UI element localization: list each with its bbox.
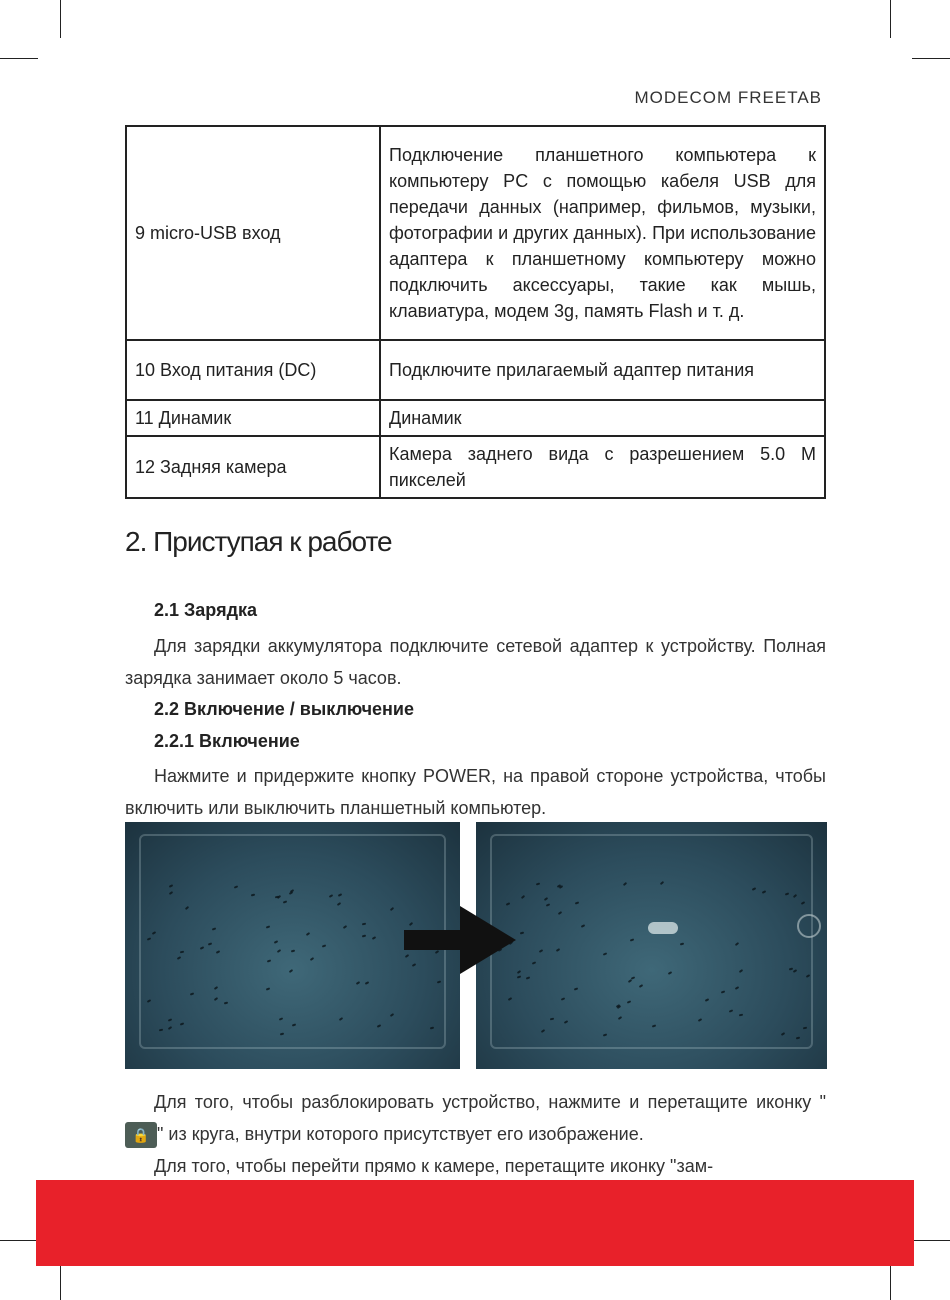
row-label: 12 Задняя камера bbox=[126, 436, 380, 498]
charging-text: Для зарядки аккумулятора подключите сетевой адаптер к устройству. Полная зарядка занимает около 5 часов. bbox=[125, 636, 826, 688]
camera-text: Для того, чтобы перейти прямо к камере, перетащите иконку "зам- bbox=[154, 1156, 714, 1176]
crop-mark bbox=[890, 0, 891, 38]
unlock-text: Для того, чтобы разблокировать устройство, нажмите и перетащите иконку "🔒 " из круга, внутри которого присутствует его изображение. bbox=[125, 1086, 826, 1150]
section-title: 2. Приступая к работе bbox=[125, 526, 392, 557]
crop-mark bbox=[890, 1262, 891, 1300]
row-description: Подключите прилагаемый адаптер питания bbox=[380, 340, 825, 400]
row-description: Динамик bbox=[380, 400, 825, 436]
crop-mark bbox=[60, 1262, 61, 1300]
tablet-photo-after bbox=[476, 822, 827, 1069]
row-label: 9 micro-USB вход bbox=[126, 126, 380, 340]
header-brand: MODECOM FREETAB bbox=[634, 88, 822, 107]
table-row bbox=[126, 436, 825, 498]
arrow-right-icon bbox=[404, 906, 516, 974]
power-heading: 2.2 Включение / выключение bbox=[154, 699, 414, 719]
footer-band bbox=[36, 1180, 914, 1266]
table-row bbox=[126, 126, 825, 340]
crop-mark bbox=[60, 0, 61, 38]
row-description: Камера заднего вида с разрешением 5.0 М пикселей bbox=[380, 436, 825, 498]
crop-mark bbox=[912, 1240, 950, 1241]
spec-table bbox=[125, 125, 826, 499]
table-row bbox=[126, 340, 825, 400]
crop-mark bbox=[0, 58, 38, 59]
crop-mark bbox=[912, 58, 950, 59]
charging-heading: 2.1 Зарядка bbox=[154, 600, 258, 620]
table-row bbox=[126, 400, 825, 436]
row-label: 10 Вход питания (DC) bbox=[126, 340, 380, 400]
power-on-heading: 2.2.1 Включение bbox=[154, 731, 300, 751]
power-on-text: Нажмите и придержите кнопку POWER, на правой стороне устройства, чтобы включить или выключить планшетный компьютер. bbox=[125, 766, 826, 818]
crop-mark bbox=[0, 1240, 38, 1241]
lock-icon: 🔒 bbox=[125, 1122, 157, 1148]
row-label: 11 Динамик bbox=[126, 400, 380, 436]
row-description: Подключение планшетного компьютера к компьютеру PC с помощью кабеля USB для передачи данных (например, фильмов, музыки, фотографии и других данных). При использование адаптера к планшетному компьютеру можно подключить аксессуары, такие как мышь, клавиатура, модем 3g, память Flash и т. д. bbox=[380, 126, 825, 340]
